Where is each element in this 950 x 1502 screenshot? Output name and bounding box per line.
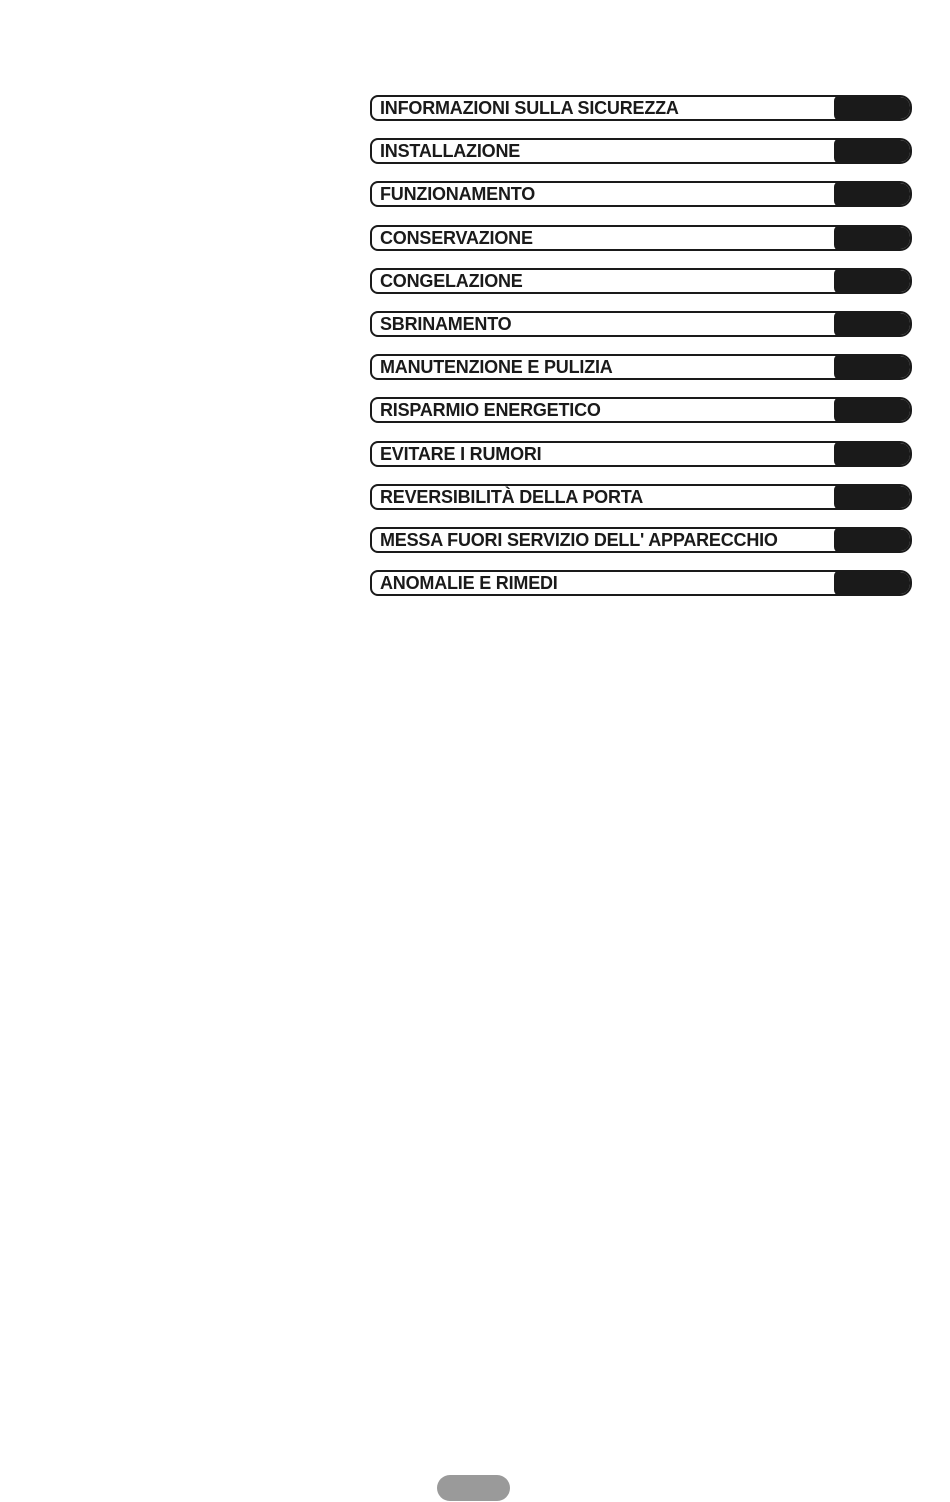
toc-page-tab xyxy=(834,354,912,380)
toc-page-tab xyxy=(834,95,912,121)
toc-item-label: ANOMALIE E RIMEDI xyxy=(380,573,558,594)
toc-item-label: EVITARE I RUMORI xyxy=(380,443,542,464)
page-number-tab xyxy=(437,1475,510,1501)
toc-item-risparmio-energetico[interactable] xyxy=(370,397,912,423)
toc-item-funzionamento[interactable] xyxy=(370,181,912,207)
toc-page-tab xyxy=(834,181,912,207)
toc-item-label: SBRINAMENTO xyxy=(380,313,512,334)
toc-item-installazione[interactable] xyxy=(370,138,912,164)
toc-item-anomalie-rimedi[interactable] xyxy=(370,570,912,596)
toc-item-label: INFORMAZIONI SULLA SICUREZZA xyxy=(380,98,679,118)
toc-item-label: REVERSIBILITÀ DELLA PORTA xyxy=(380,486,644,507)
toc-page-tab xyxy=(834,268,912,294)
toc-page-tab xyxy=(834,527,912,553)
toc-item-sbrinamento[interactable] xyxy=(370,311,912,337)
toc-item-messa-fuori-servizio[interactable] xyxy=(370,527,912,553)
table-of-contents xyxy=(370,95,912,613)
toc-item-label: FUNZIONAMENTO xyxy=(380,184,536,205)
toc-item-label: MANUTENZIONE E PULIZIA xyxy=(380,357,613,378)
toc-page-tab xyxy=(834,311,912,337)
toc-item-congelazione[interactable] xyxy=(370,268,912,294)
toc-item-manutenzione-pulizia[interactable] xyxy=(370,354,912,380)
toc-item-label: CONGELAZIONE xyxy=(380,270,523,291)
toc-item-informazioni-sicurezza[interactable] xyxy=(370,95,912,121)
toc-page-tab xyxy=(834,138,912,164)
toc-item-reversibilita-porta[interactable] xyxy=(370,484,912,510)
toc-item-label: MESSA FUORI SERVIZIO DELL' APPARECCHIO xyxy=(380,529,778,550)
toc-page-tab xyxy=(834,441,912,467)
toc-item-label: RISPARMIO ENERGETICO xyxy=(380,400,601,421)
toc-page-tab xyxy=(834,484,912,510)
toc-page-tab xyxy=(834,225,912,251)
toc-item-label: INSTALLAZIONE xyxy=(380,141,521,162)
toc-page-tab xyxy=(834,397,912,423)
toc-item-evitare-rumori[interactable] xyxy=(370,441,912,467)
toc-item-conservazione[interactable] xyxy=(370,225,912,251)
toc-page-tab xyxy=(834,570,912,596)
toc-item-label: CONSERVAZIONE xyxy=(380,227,533,248)
